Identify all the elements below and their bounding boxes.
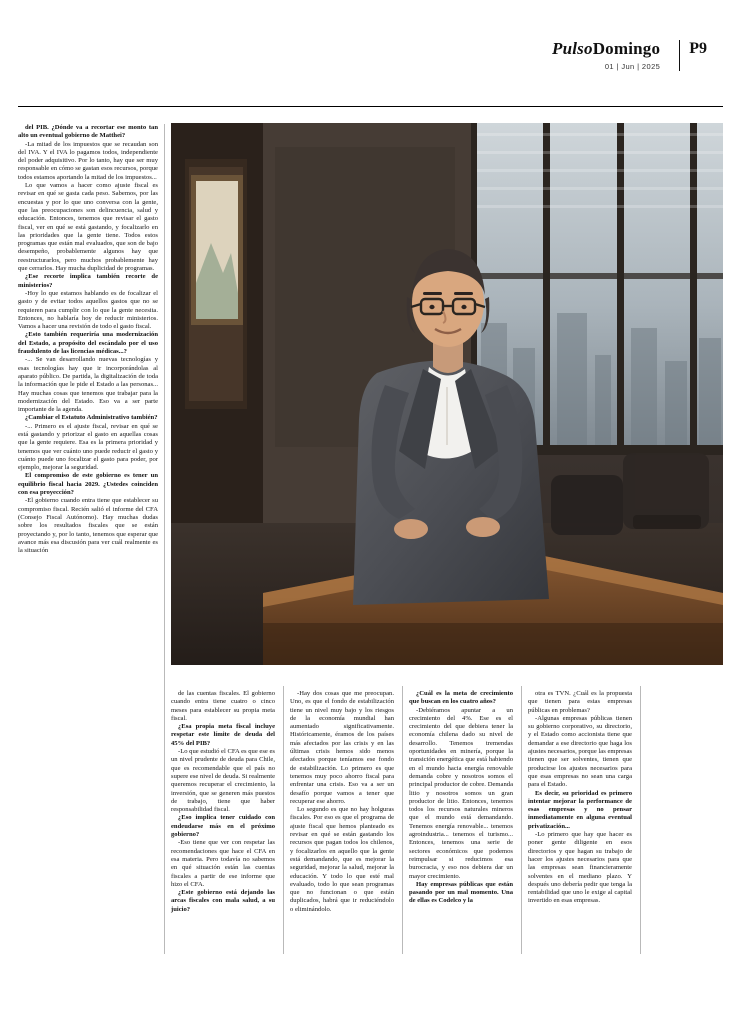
interview-answer: -... Primero es el ajuste fiscal, revisar en qué se está gastando y priorizar el gasto en aquellas cosas que la gente requiere. Esa es la primera prioridad y tenemos que ver cuánto uno puede reducir el gasto y cuánto puede uno focalizar el gasto para poder, por ejemplo, mejorar la seguridad.: [18, 422, 158, 472]
interview-question: ¿Cuál es la meta de crecimiento que buscan en los cuatro años?: [409, 690, 513, 706]
interview-question: ¿Cambiar el Estatuto Administrativo también?: [25, 414, 158, 422]
interview-question: ¿Ese recorte implica también recorte de ministerios?: [18, 273, 158, 289]
interview-question: El compromiso de este gobierno es tener un equilibrio fiscal hacia 2029. ¿Ustedes coinciden con esa proyección?: [18, 472, 158, 497]
article-column-4: [409, 690, 513, 906]
column-rule: [521, 686, 522, 954]
interview-answer: -... Se van desarrollando nuevas tecnologías y esas tecnologías hay que ir incorporándolas al aparato público. De partida, la digitalización de toda la información que le pide el Estado a las personas... Hay muchas cosas que tenemos que trabajar para la modernización del Estado. Eso va a ser parte importante de la agenda.: [18, 356, 158, 414]
article-column-2: [171, 690, 275, 914]
interview-question: del PIB. ¿Dónde va a recortar ese monto tan alto un eventual gobierno de Matthei?: [18, 124, 158, 140]
article-column-5: [528, 690, 632, 906]
interview-answer: -Debiéramos apuntar a un crecimiento del 4%. Ese es el crecimiento del que debiera tener la economía chilena dado su nivel de desarrollo. Tenemos tremendas oportunidades en minería, porque la transición energética que está habiendo en el mundo hacia energía renovable demanda cobre y nosotros somos el principal productor de cobre. Demanda litio y nosotros somos un gran productor de litio. Entonces, tenemos todos los recursos naturales mineros que el mundo está demandando. Tenemos energía renovable... tenemos agroindustria... tenemos el turismo... Entonces, tenemos una serie de sectores económicos que podemos reimpulsar si reducimos esa burocracia, y eso nos debiera dar un mayor crecimiento.: [409, 706, 513, 880]
logo-word-domingo: Domingo: [592, 39, 661, 58]
interview-question: ¿Eso implica tener cuidado con endeudarse más en el próximo gobierno?: [171, 814, 275, 839]
column-rule: [283, 686, 284, 954]
interview-answer: -La mitad de los impuestos que se recaudan son del IVA. Y el IVA lo pagamos todos, independiente del poder adquisitivo. Por lo tanto, hay que ser muy responsable en cómo se gastan esos recursos, porque todos estamos aportando la mitad de los impuestos...: [18, 140, 158, 181]
masthead-divider: [679, 40, 680, 71]
article-column-1: [18, 124, 158, 555]
column-rule: [402, 686, 403, 954]
interview-answer: -Hoy lo que estamos hablando es de focalizar el gasto y de evitar todos aquellos gastos que no se requieren para cumplir con lo que la gente necesita. Entonces, no hablaría hoy de reducir ministerios. Vamos a hacer una revisión de todo el gasto fiscal.: [18, 289, 158, 331]
interview-answer: -Algunas empresas públicas tienen su gobierno corporativo, su directorio, y el Estado como accionista tiene que demandar a ese directorio que haga los ajustes necesarios, porque las empresas tienen que ser solventes, tienen que producirse los ajustes necesarios para que esas empresas no sean una carga para el Estado.: [528, 714, 632, 789]
page-number: P9: [689, 40, 707, 57]
masthead: [0, 40, 741, 80]
interview-answer: otra es TVN. ¿Cuál es la propuesta que tienen para estas empresas públicas en problemas?: [528, 690, 632, 714]
interview-question: ¿Esto también requeriría una modernización del Estado, a propósito del escándalo por el uso fraudulento de las licencias médicas...?: [18, 331, 158, 356]
interview-question: ¿Este gobierno está dejando las arcas fiscales con mala salud, a su juicio?: [171, 889, 275, 913]
interview-answer: -Eso tiene que ver con respetar las recomendaciones que hace el CFA en esa materia. Pero todavía no sabemos en qué situación están las cuentas fiscales a partir de ese informe que hizo el CFA.: [171, 839, 275, 888]
interview-answer: Lo que vamos a hacer como ajuste fiscal es revisar en qué se gasta cada peso. Sabemos, por las encuestas y por lo que uno conversa con la gente, que las preocupaciones son delincuencia, salud y educación. Entonces, tenemos que revisar el gasto fiscal, ver en qué se está gastando, y focalizarlo en las prioridades que la gente tiene. Todos estos programas que están mal evaluados, que son de bajo desempeño, probablemente algunos hay que reestructurarlos, pero muchos probablemente hay que cerrarlos. Hay mucha duplicidad de programas.: [18, 182, 158, 273]
column-rule: [640, 686, 641, 954]
logo-word-pulso: Pulso: [552, 39, 593, 58]
interview-answer: -Lo que estudió el CFA es que ese es un nivel prudente de deuda para Chile, que es recomendable que el país no supere ese nivel de deuda. Si realmente queremos recuperar el crecimiento, la inversión, que se generen más puestos de trabajo, tiene que haber responsabilidad fiscal.: [171, 748, 275, 814]
header-rule: [18, 106, 723, 107]
article-column-3: [290, 690, 394, 914]
publication-logo: [552, 40, 660, 57]
interview-question: Es decir, su prioridad es primero intentar mejorar la performance de esas empresas y no pensar inmediatamente en alguna eventual privatización...: [528, 789, 632, 830]
interview-answer: -El gobierno cuando entra tiene que establecer su compromiso fiscal. Recién salió el informe del CFA (Consejo Fiscal Autónomo). Hay muchas dudas sobre los resultados fiscales que se están proyectando y, por lo tanto, tenemos que esperar que avance más esa discusión para ver cuál realmente es la situación: [18, 497, 158, 555]
interview-question: ¿Esa propia meta fiscal incluye respetar este límite de deuda del 45% del PIB?: [171, 723, 275, 747]
column-rule: [164, 124, 165, 954]
interview-answer: -Hay dos cosas que me preocupan. Uno, es que el fondo de estabilización tiene un nivel muy bajo y los riesgos de la economía mundial han aumentado significativamente. Históricamente, éramos de los países más afectados por las crisis y en las últimas crisis hemos sido menos afectados porque teníamos ese fondo de estabilización. Lo primero es que tenemos muy poco ahorro fiscal para enfrentar una crisis. Eso va a ser un desafío porque vamos a tener que recuperar ese ahorro.: [290, 690, 394, 805]
interview-answer: Lo segundo es que no hay holguras fiscales. Por eso es que el programa de ajuste fiscal que hemos planteado es revisar en qué se están gastando los recursos que pagan todos los chilenos, y focalizarlos en aquello que la gente está demandando, que es mejorar la seguridad, mejorar la salud, mejorar la educación. Y todo lo que esté mal evaluado, todo lo que sean programas que no funcionan o que están duplicados, habrá que ir reduciéndolo o eliminándolo.: [290, 806, 394, 913]
issue-date: 01 | Jun | 2025: [604, 62, 661, 71]
interview-answer: -Lo primero que hay que hacer es poner gente diligente en esos directorios y que hagan su trabajo de hacer los ajustes necesarios para que las empresas sean financieramente solventes en el mediano plazo. Y después uno debería pedir que tenga la rentabilidad que uno le exige al capital invertido en esas empresas.: [528, 831, 632, 905]
interview-answer: de las cuentas fiscales. El gobierno cuando entra tiene cuatro o cinco meses para establecer su propia meta fiscal.: [171, 690, 275, 722]
interview-question: Hay empresas públicas que están pasando por un mal momento. Una de ellas es Codelco y la: [409, 880, 513, 905]
article-photo: [171, 123, 723, 665]
